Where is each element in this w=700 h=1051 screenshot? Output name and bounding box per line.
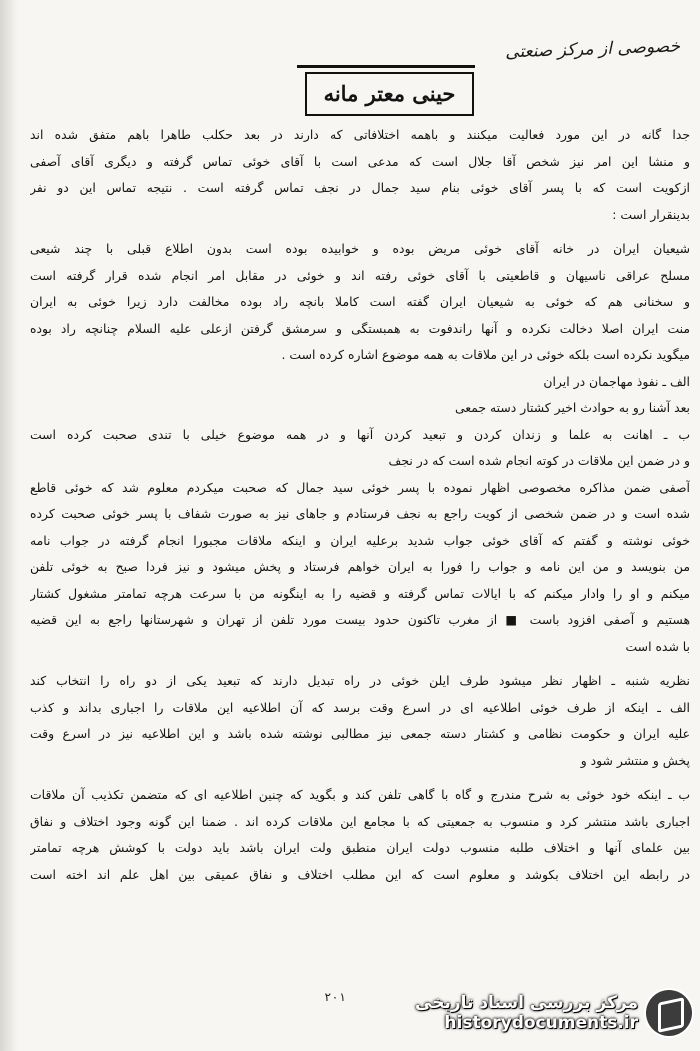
- text-line: منت ایران اصلا دخالت نکرده و آنها راندفوت به همبستگی و سرمشق گرفتن ازعلی علیه السلام چنانچه راد بوده: [30, 320, 690, 336]
- document-title: حینی معتر مانه: [305, 72, 474, 116]
- text-line: میگوید نکرده است بلکه خوئی در این ملاقات به همه موضوع اشاره کرده است .: [281, 347, 690, 362]
- text-line: الف ـ اینکه از طرف خوئی اطلاعیه ای در اسرع وقت برسد که آن اطلاعیه این ملاقات را اجباری بداند و کذب: [30, 699, 690, 715]
- text-line: خوئی نوشته و گفتم که آقای خوئی جواب شدید برعلیه ایران و اینکه ملاقات مجبورا انجام گرفته در جواب نامه: [30, 532, 690, 548]
- text-line: نظریه شنبه ـ اظهار نظر میشود طرف ایلن خوئی در راه تبدیل دارند که تبعید یکی از دو راه را انتخاب کند: [30, 673, 690, 688]
- text-line: اجباری باشد منتشر کرد و منسوب به جمعیتی که با مجامع این ملاقات کرده اند . ضمنا این گونه وجود اختلاف و نفاق: [30, 813, 690, 829]
- text-line: پخش و منتشر شود و: [580, 752, 690, 768]
- document-logo-icon: [646, 990, 692, 1036]
- document-body: [30, 122, 690, 888]
- text-line: ب ـ اهانت به علما و زندان کردن و تبعید کردن آنها و در همه موضوع خیلی با تندی صحبت کرده است: [30, 426, 690, 442]
- text-line: شده است و در ضمن شخصی از کویت راجع به نجف فرستادم و جاهای نیز به صورت شفاف با پسر خوئی صحبت کرده: [30, 506, 690, 521]
- text-line: الف ـ نفوذ مهاجمان در ایران: [543, 373, 690, 389]
- page-number-stamp: ۲۰۱: [324, 990, 346, 1004]
- text-line: و منشا این امر نیز شخص آقا جلال است که مدعی است با آقای خوئی تماس گرفته و دیگری آقای آصفی: [30, 153, 690, 169]
- handwritten-note: خصوصی از مرکز صنعتی: [504, 36, 681, 63]
- text-line: بعد آشنا رو به حوادث اخیر کشتار دسته جمعی: [454, 400, 690, 415]
- text-line: با شده است: [625, 638, 690, 654]
- text-line: در رابطه این اختلاف بکوشد و معلوم است که این مطلب اختلاف و نفاق عمیقی بین اهل علم اند اخته است: [30, 866, 690, 882]
- text-line: هستیم و آصفی افزود باست ■ از مغرب تاکنون حدود بیست مورد تلفن از تهران و شهرستانها راجع به این قضیه: [30, 612, 690, 627]
- watermark-text: [415, 993, 638, 1033]
- text-line: جدا گانه در این مورد فعالیت میکنند و باهمه اختلافاتی که دارند در بعد حکلب طاهرا باهم متفق شده اند: [30, 127, 690, 142]
- archive-watermark: [392, 981, 692, 1045]
- text-line: شیعیان ایران در خانه آقای خوئی مریض بوده و خوابیده بوده است بدون اطلاع قبلی با چند شیعی: [30, 241, 690, 256]
- text-line: میکنم و او را وادار میکنم که با ایالات تماس گرفته و قضیه را به اینگونه من با سرعت هرچه تمامتر مشغول کشتار: [30, 585, 690, 601]
- text-line: مسلح عراقی ناسیهان و قاطعیتی با آقای خوئی رفته اند و خوئی در مقابل امر انجام شده قرار گرفته است: [30, 267, 690, 283]
- text-line: علیه ایران و حکومت نظامی و کشتار دسته جمعی نیز مطالبی نوشته شده باشد و این اطلاعیه نیز در اسرع وقت: [30, 726, 690, 741]
- text-line: و سخنانی هم که خوئی به شیعیان ایران گفته است کاملا بانچه راد بوده مخالفت دارد زیرا خوئی به ایران: [30, 294, 690, 309]
- watermark-title: مرکز بررسی اسناد تاریخی: [415, 993, 638, 1013]
- text-line: من بنویسد و من این نامه و جواب را فورا به ایران خواهم فرستاد و پخش میشود و نیز فردا صبح به خوئی تلفن: [30, 559, 690, 574]
- text-line: بین علمای آنها و اختلاف طلبه منسوب دولت ایران منطبق ولت ایران باشد باید دولت با کوشش هرچه تمامتر: [30, 840, 690, 855]
- text-line: بدینقرار است :: [612, 206, 690, 222]
- text-line: ب ـ اینکه خود خوئی به شرح مندرج و گاه با گاهی تلفن کند و بگوید که چنین اطلاعیه ای که متضمن تکذیب آن ملاقات: [30, 787, 690, 802]
- text-line: آصفی ضمن مذاکره مخصوصی اظهار نموده با پسر خوئی سید جمال که صحبت میکردم معلوم شد که خوئی قاطع: [30, 479, 690, 495]
- text-line: ازکویت است که با پسر آقای خوئی بنام سید جمال در نجف تماس گرفته است . نتیجه تماس این دو نفر: [30, 180, 690, 195]
- text-line: و در ضمن این ملاقات در کوته انجام شده است که در نجف: [388, 453, 690, 468]
- watermark-url: historydocuments.ir: [444, 1013, 638, 1033]
